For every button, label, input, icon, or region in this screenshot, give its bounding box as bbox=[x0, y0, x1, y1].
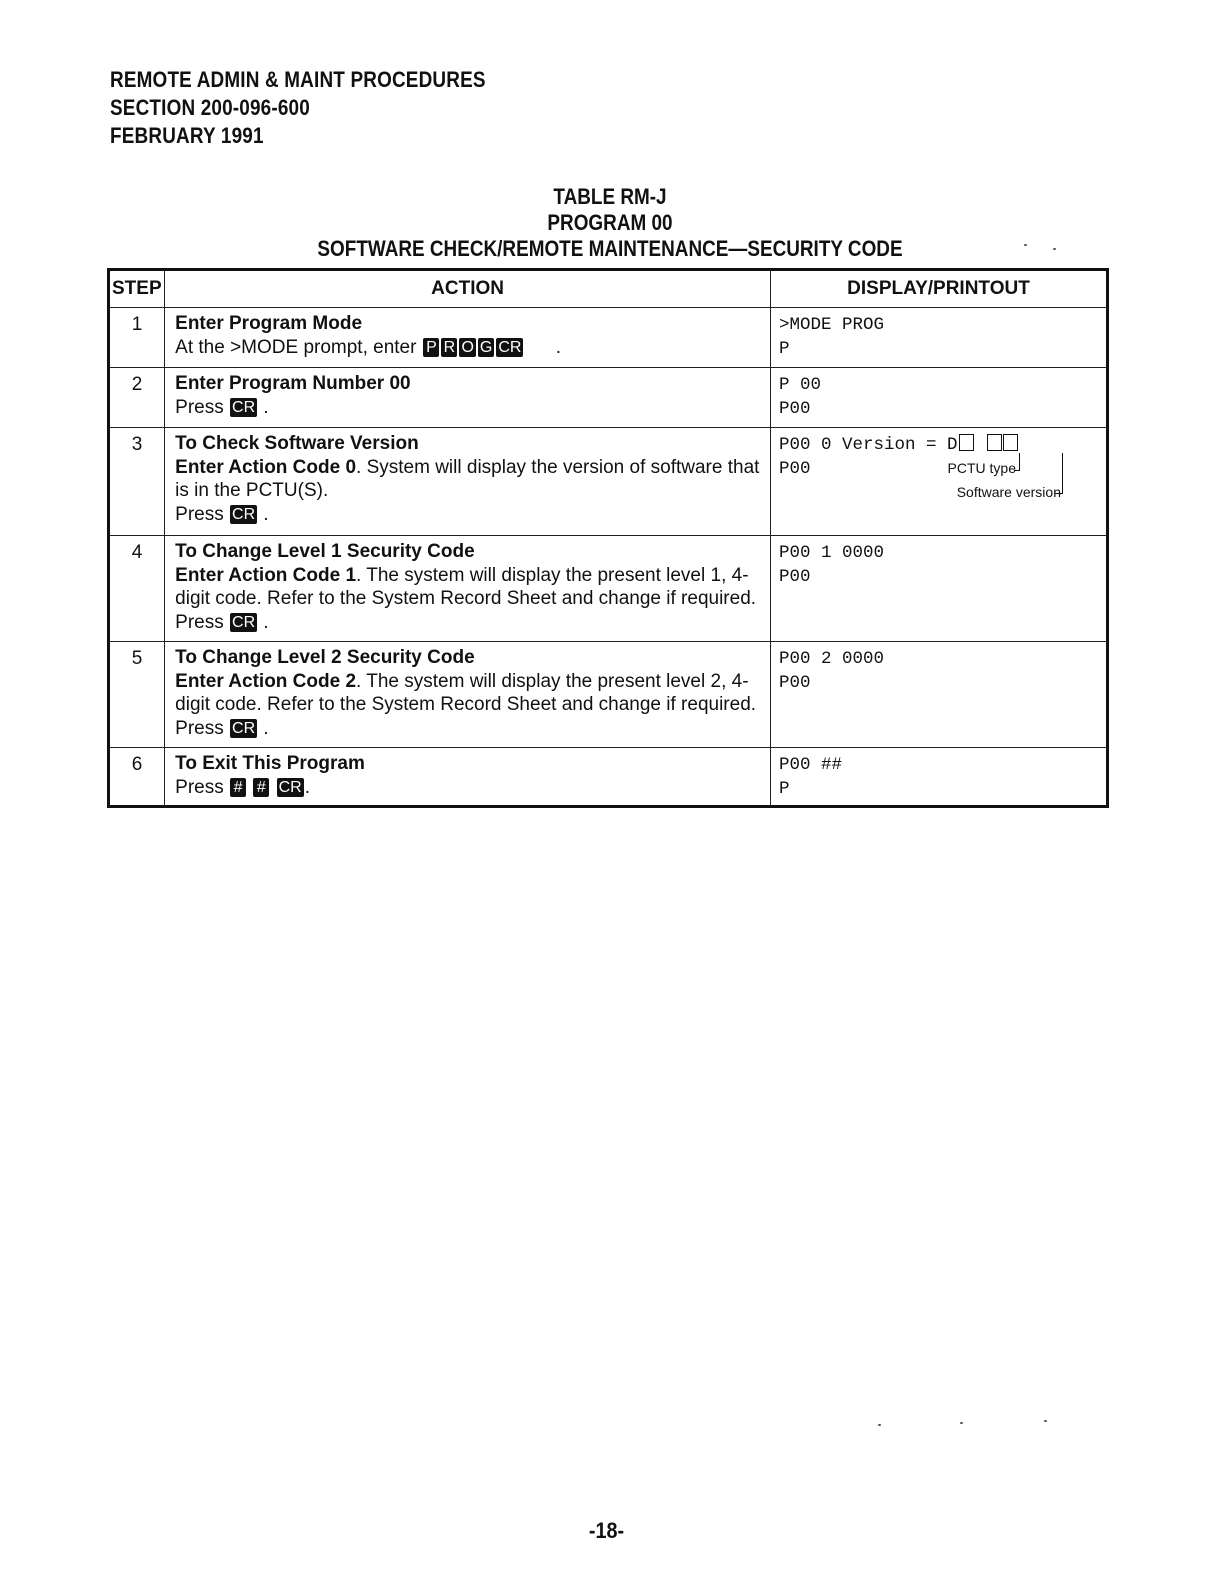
period: . bbox=[263, 717, 269, 739]
action-text bbox=[175, 396, 762, 420]
column-header-step: STEP bbox=[109, 270, 165, 308]
step-number: 3 bbox=[109, 428, 165, 536]
key-p-icon: P bbox=[423, 338, 439, 357]
period: . bbox=[304, 776, 310, 798]
period: . bbox=[263, 396, 269, 418]
key-cr-icon: CR bbox=[232, 398, 256, 416]
instruction-text: Press bbox=[175, 396, 224, 418]
action-cell bbox=[165, 748, 771, 807]
page-number: -18- bbox=[588, 1518, 625, 1543]
action-title: To Change Level 1 Security Code bbox=[175, 541, 475, 562]
action-text bbox=[175, 564, 762, 635]
step-number: 2 bbox=[109, 368, 165, 428]
display-cell bbox=[770, 536, 1107, 642]
table-row bbox=[109, 428, 1108, 536]
key-hash-icon: # bbox=[253, 778, 269, 797]
display-line: >MODE PROG bbox=[778, 315, 884, 335]
instruction-text: At the >MODE prompt, enter bbox=[175, 336, 417, 358]
display-cell bbox=[770, 308, 1107, 368]
period: . bbox=[263, 611, 269, 633]
key-cr-icon: CR bbox=[232, 505, 256, 523]
scan-speck bbox=[1024, 244, 1027, 246]
software-version-box bbox=[987, 434, 1002, 451]
pctu-type-leader bbox=[1014, 453, 1020, 471]
instruction-text: . The system will display the present level 2, 4-digit code. Refer to the System Record Sheet and change if required. Press bbox=[175, 670, 757, 739]
key-cr-icon: CR bbox=[498, 338, 522, 356]
display-cell bbox=[770, 368, 1107, 428]
action-cell bbox=[165, 368, 771, 428]
display-line: P bbox=[778, 338, 790, 359]
column-header-action: ACTION bbox=[165, 270, 771, 308]
display-line: P00 bbox=[778, 398, 811, 419]
action-text bbox=[175, 670, 762, 741]
display-line: P00 2 0000 bbox=[778, 649, 884, 669]
key-o-icon: O bbox=[461, 338, 474, 356]
display-line: P bbox=[778, 778, 790, 799]
instruction-text: Press bbox=[175, 776, 224, 798]
version-legend bbox=[779, 457, 1098, 511]
key-r-icon: R bbox=[441, 338, 457, 357]
instruction-text: . System will display the version of software that is in the PCTU(S). bbox=[175, 456, 760, 501]
period: . bbox=[263, 503, 269, 525]
version-readout: P00 0 Version = D bbox=[778, 435, 958, 455]
action-cell bbox=[165, 536, 771, 642]
display-line bbox=[779, 434, 1098, 458]
table-row bbox=[109, 748, 1108, 807]
document-header bbox=[110, 66, 547, 150]
scan-speck bbox=[960, 1422, 963, 1424]
action-text bbox=[175, 336, 762, 360]
display-cell bbox=[770, 748, 1107, 807]
action-text bbox=[175, 503, 762, 527]
instruction-text: . The system will display the present level 1, 4-digit code. Refer to the System Record Sheet and change if required. Press bbox=[175, 564, 757, 633]
step-number: 5 bbox=[109, 642, 165, 748]
key-cr-icon: CR bbox=[232, 719, 256, 737]
table-subject: SOFTWARE CHECK/REMOTE MAINTENANCE—SECURITY CODE bbox=[317, 236, 903, 261]
software-version-label: Software version bbox=[956, 484, 1061, 500]
display-line: P 00 bbox=[778, 375, 821, 395]
key-hash-icon: # bbox=[230, 778, 246, 797]
software-version-box bbox=[1003, 434, 1018, 451]
action-text bbox=[175, 776, 762, 800]
action-code-label: Enter Action Code 2 bbox=[175, 670, 357, 692]
key-cr-icon: CR bbox=[232, 613, 256, 631]
period: . bbox=[555, 336, 562, 358]
action-code-label: Enter Action Code 0 bbox=[175, 456, 357, 478]
pctu-type-label: PCTU type bbox=[947, 460, 1016, 476]
action-title: Enter Program Mode bbox=[175, 313, 363, 334]
key-sequence bbox=[422, 337, 524, 358]
display-cell bbox=[770, 642, 1107, 748]
step-number: 1 bbox=[109, 308, 165, 368]
program-id: PROGRAM 00 bbox=[547, 210, 673, 235]
action-cell bbox=[165, 642, 771, 748]
header-section: SECTION 200-096-600 bbox=[110, 95, 310, 120]
display-line: P00 bbox=[778, 458, 811, 479]
action-code-label: Enter Action Code 1 bbox=[175, 564, 357, 586]
pctu-type-box bbox=[959, 434, 974, 451]
procedure-table bbox=[107, 268, 1109, 808]
action-title: To Change Level 2 Security Code bbox=[175, 647, 475, 668]
display-line: P00 bbox=[778, 672, 811, 693]
action-cell bbox=[165, 428, 771, 536]
key-g-icon: G bbox=[479, 338, 493, 356]
display-cell bbox=[770, 428, 1107, 536]
table-row bbox=[109, 536, 1108, 642]
table-id: TABLE RM-J bbox=[553, 184, 667, 209]
header-title: REMOTE ADMIN & MAINT PROCEDURES bbox=[110, 67, 486, 92]
step-number: 4 bbox=[109, 536, 165, 642]
table-header-row bbox=[109, 270, 1108, 308]
table-title bbox=[110, 184, 1110, 262]
scan-speck bbox=[1053, 248, 1056, 250]
column-header-display: DISPLAY/PRINTOUT bbox=[770, 270, 1107, 308]
action-title: To Check Software Version bbox=[175, 433, 419, 454]
scan-speck bbox=[878, 1424, 881, 1426]
table-row bbox=[109, 642, 1108, 748]
table-row bbox=[109, 308, 1108, 368]
press-text: Press bbox=[175, 503, 224, 525]
action-title: Enter Program Number 00 bbox=[175, 373, 411, 394]
header-date: FEBRUARY 1991 bbox=[110, 123, 264, 148]
step-number: 6 bbox=[109, 748, 165, 807]
display-line: P00 1 0000 bbox=[778, 543, 884, 563]
action-title: To Exit This Program bbox=[175, 753, 365, 774]
key-cr-icon: CR bbox=[278, 778, 302, 796]
action-cell bbox=[165, 308, 771, 368]
software-version-leader bbox=[1055, 453, 1063, 494]
scan-speck bbox=[1044, 1420, 1047, 1422]
display-line: P00 bbox=[778, 566, 811, 587]
action-text bbox=[175, 456, 762, 503]
display-line: P00 ## bbox=[778, 755, 842, 775]
table-row bbox=[109, 368, 1108, 428]
